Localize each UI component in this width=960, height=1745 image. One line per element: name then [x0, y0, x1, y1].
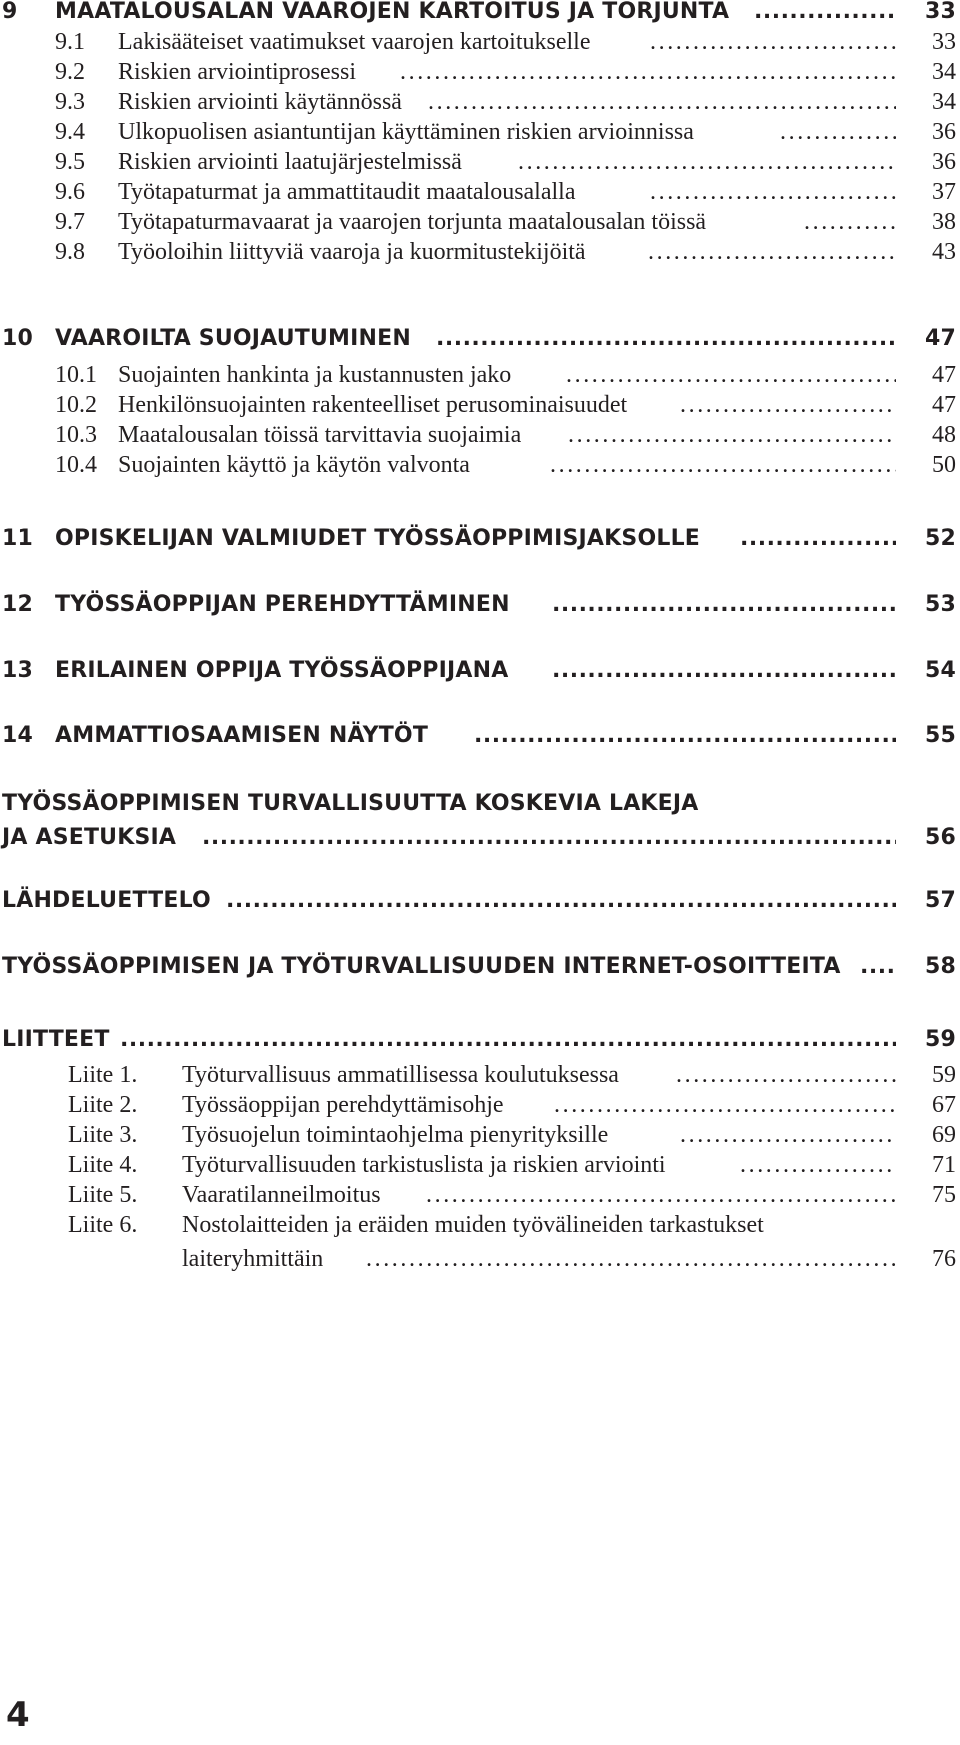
section-title: MAATALOUSALAN VAAROJEN KARTOITUS JA TORJUNTA — [55, 0, 730, 24]
page-number: 71 — [932, 1152, 956, 1178]
page-number: 50 — [932, 452, 956, 478]
section-number: 10.1 — [55, 362, 97, 388]
toc-entry-internet[interactable] — [0, 950, 960, 984]
section-title: Ulkopuolisen asiantuntijan käyttäminen riskien arvioinnissa — [118, 119, 694, 145]
leader-dots — [518, 145, 896, 179]
leader-dots — [550, 448, 896, 482]
section-number: 12 — [2, 592, 34, 617]
leader-dots — [552, 654, 896, 688]
page-number: 53 — [924, 592, 956, 617]
toc-entry-9-2[interactable] — [0, 55, 960, 89]
toc-entry-9-5[interactable] — [0, 145, 960, 179]
leader-dots — [650, 175, 896, 209]
leader-dots — [400, 55, 896, 89]
toc-entry-appendix-5[interactable] — [0, 1178, 960, 1212]
page-number: 47 — [924, 326, 956, 351]
section-title: Työoloihin liittyviä vaaroja ja kuormitustekijöitä — [118, 239, 586, 265]
leader-dots — [120, 1023, 896, 1057]
appendix-number: Liite 4. — [68, 1152, 138, 1178]
section-number: 9.1 — [55, 29, 85, 55]
toc-entry-11[interactable] — [0, 522, 960, 556]
appendix-number: Liite 5. — [68, 1182, 138, 1208]
page-number: 75 — [932, 1182, 956, 1208]
toc-entry-appendix-1[interactable] — [0, 1058, 960, 1092]
page-number: 48 — [932, 422, 956, 448]
section-title: Riskien arviointiprosessi — [118, 59, 356, 85]
section-number: 10.3 — [55, 422, 97, 448]
section-number: 9 — [2, 0, 18, 24]
section-title: Maatalousalan töissä tarvittavia suojaimia — [118, 422, 522, 448]
page-number: 59 — [932, 1062, 956, 1088]
leader-dots — [804, 205, 896, 239]
toc-entry-9-1[interactable] — [0, 25, 960, 59]
section-title: Henkilönsuojainten rakenteelliset perusominaisuudet — [118, 392, 628, 418]
appendix-number: Liite 6. — [68, 1212, 138, 1238]
toc-entry-9-7[interactable] — [0, 205, 960, 239]
toc-entry-12[interactable] — [0, 588, 960, 622]
leader-dots — [426, 1178, 896, 1212]
appendix-title: Vaaratilanneilmoitus — [182, 1182, 381, 1208]
section-title: ERILAINEN OPPIJA TYÖSSÄOPPIJANA — [55, 658, 509, 683]
section-title: TYÖSSÄOPPIMISEN JA TYÖTURVALLISUUDEN INTERNET-OSOITTEITA — [2, 954, 841, 979]
toc-entry-appendix-4[interactable] — [0, 1148, 960, 1182]
leader-dots — [226, 884, 896, 918]
leader-dots — [740, 522, 896, 556]
page-number: 37 — [932, 179, 956, 205]
appendix-number: Liite 2. — [68, 1092, 138, 1118]
page-number: 36 — [932, 119, 956, 145]
toc-entry-13[interactable] — [0, 654, 960, 688]
section-number: 9.7 — [55, 209, 85, 235]
section-title: TYÖSSÄOPPIMISEN TURVALLISUUTTA KOSKEVIA LAKEJA — [2, 791, 699, 816]
page-number: 76 — [932, 1246, 956, 1272]
appendix-title: Työturvallisuus ammatillisessa koulutuksessa — [182, 1062, 619, 1088]
section-number: 10.2 — [55, 392, 97, 418]
leader-dots — [428, 85, 896, 119]
section-title: Työtapaturmat ja ammattitaudit maatalousalalla — [118, 179, 576, 205]
footer-page-number: 4 — [6, 1695, 30, 1735]
leader-dots — [740, 1148, 896, 1182]
leader-dots — [648, 235, 896, 269]
toc-entry-10[interactable] — [0, 322, 960, 356]
toc-entry-10-1[interactable] — [0, 358, 960, 392]
section-number: 10.4 — [55, 452, 97, 478]
section-number: 14 — [2, 723, 34, 748]
section-title: Riskien arviointi käytännössä — [118, 89, 402, 115]
leader-dots — [552, 588, 896, 622]
page-number: 58 — [924, 954, 956, 979]
page-number: 34 — [932, 89, 956, 115]
leader-dots — [680, 1118, 896, 1152]
page-number: 47 — [932, 392, 956, 418]
section-number: 11 — [2, 526, 34, 551]
section-number: 10 — [2, 326, 34, 351]
section-title: OPISKELIJAN VALMIUDET TYÖSSÄOPPIMISJAKSOLLE — [55, 526, 701, 551]
toc-entry-9-8[interactable] — [0, 235, 960, 269]
leader-dots — [566, 358, 896, 392]
toc-entry-9-3[interactable] — [0, 85, 960, 119]
toc-entry-14[interactable] — [0, 719, 960, 753]
section-title: Riskien arviointi laatujärjestelmissä — [118, 149, 462, 175]
leader-dots — [568, 418, 896, 452]
page-number: 57 — [924, 888, 956, 913]
section-number: 9.8 — [55, 239, 85, 265]
page-number: 34 — [932, 59, 956, 85]
section-number: 9.3 — [55, 89, 85, 115]
appendix-title: Nostolaitteiden ja eräiden muiden työvälineiden tarkastukset — [182, 1212, 764, 1238]
section-title: LÄHDELUETTELO — [2, 888, 211, 913]
page-number: 33 — [924, 0, 956, 24]
toc-entry-10-4[interactable] — [0, 448, 960, 482]
appendix-title-continued: laiteryhmittäin — [182, 1246, 324, 1272]
section-title: Työtapaturmavaarat ja vaarojen torjunta maatalousalan töissä — [118, 209, 707, 235]
page-number: 55 — [924, 723, 956, 748]
section-title: TYÖSSÄOPPIJAN PEREHDYTTÄMINEN — [55, 592, 510, 617]
leader-dots — [202, 821, 896, 855]
page-number: 69 — [932, 1122, 956, 1148]
toc-entry-appendix-2[interactable] — [0, 1088, 960, 1122]
appendix-title: Työturvallisuuden tarkistuslista ja riskien arviointi — [182, 1152, 666, 1178]
section-title: Lakisääteiset vaatimukset vaarojen kartoitukselle — [118, 29, 591, 55]
appendix-title: Työsuojelun toimintaohjelma pienyrityksille — [182, 1122, 609, 1148]
toc-entry-references[interactable] — [0, 884, 960, 918]
page-number: 33 — [932, 29, 956, 55]
toc-entry-9-4[interactable] — [0, 115, 960, 149]
leader-dots — [860, 950, 896, 984]
leader-dots — [650, 25, 896, 59]
leader-dots — [676, 1058, 896, 1092]
appendix-title: Työssäoppijan perehdyttämisohje — [182, 1092, 504, 1118]
section-number: 13 — [2, 658, 34, 683]
page-number: 52 — [924, 526, 956, 551]
section-title: Suojainten käyttö ja käytön valvonta — [118, 452, 470, 478]
page-number: 59 — [924, 1027, 956, 1052]
section-title: LIITTEET — [2, 1027, 110, 1052]
appendix-number: Liite 3. — [68, 1122, 138, 1148]
page-number: 47 — [932, 362, 956, 388]
page-number: 56 — [924, 825, 956, 850]
leader-dots — [474, 719, 896, 753]
section-number: 9.6 — [55, 179, 85, 205]
section-number: 9.2 — [55, 59, 85, 85]
page-number: 36 — [932, 149, 956, 175]
toc-entry-appendices[interactable] — [0, 1023, 960, 1057]
toc-entry-laws[interactable] — [0, 787, 960, 855]
toc-entry-9-6[interactable] — [0, 175, 960, 209]
section-number: 9.4 — [55, 119, 85, 145]
leader-dots — [780, 115, 896, 149]
leader-dots — [680, 388, 896, 422]
leader-dots — [554, 1088, 896, 1122]
section-number: 9.5 — [55, 149, 85, 175]
appendix-number: Liite 1. — [68, 1062, 138, 1088]
section-title: AMMATTIOSAAMISEN NÄYTÖT — [55, 723, 429, 748]
page-number: 43 — [932, 239, 956, 265]
page-number: 38 — [932, 209, 956, 235]
section-title: VAAROILTA SUOJAUTUMINEN — [55, 326, 411, 351]
leader-dots — [366, 1242, 896, 1276]
toc-entry-10-2[interactable] — [0, 388, 960, 422]
toc-entry-appendix-3[interactable] — [0, 1118, 960, 1152]
leader-dots — [436, 322, 896, 356]
toc-entry-appendix-6[interactable] — [0, 1208, 960, 1276]
page-number: 67 — [932, 1092, 956, 1118]
toc-entry-10-3[interactable] — [0, 418, 960, 452]
page-number: 54 — [924, 658, 956, 683]
section-title-continued: JA ASETUKSIA — [2, 825, 177, 850]
section-title: Suojainten hankinta ja kustannusten jako — [118, 362, 512, 388]
